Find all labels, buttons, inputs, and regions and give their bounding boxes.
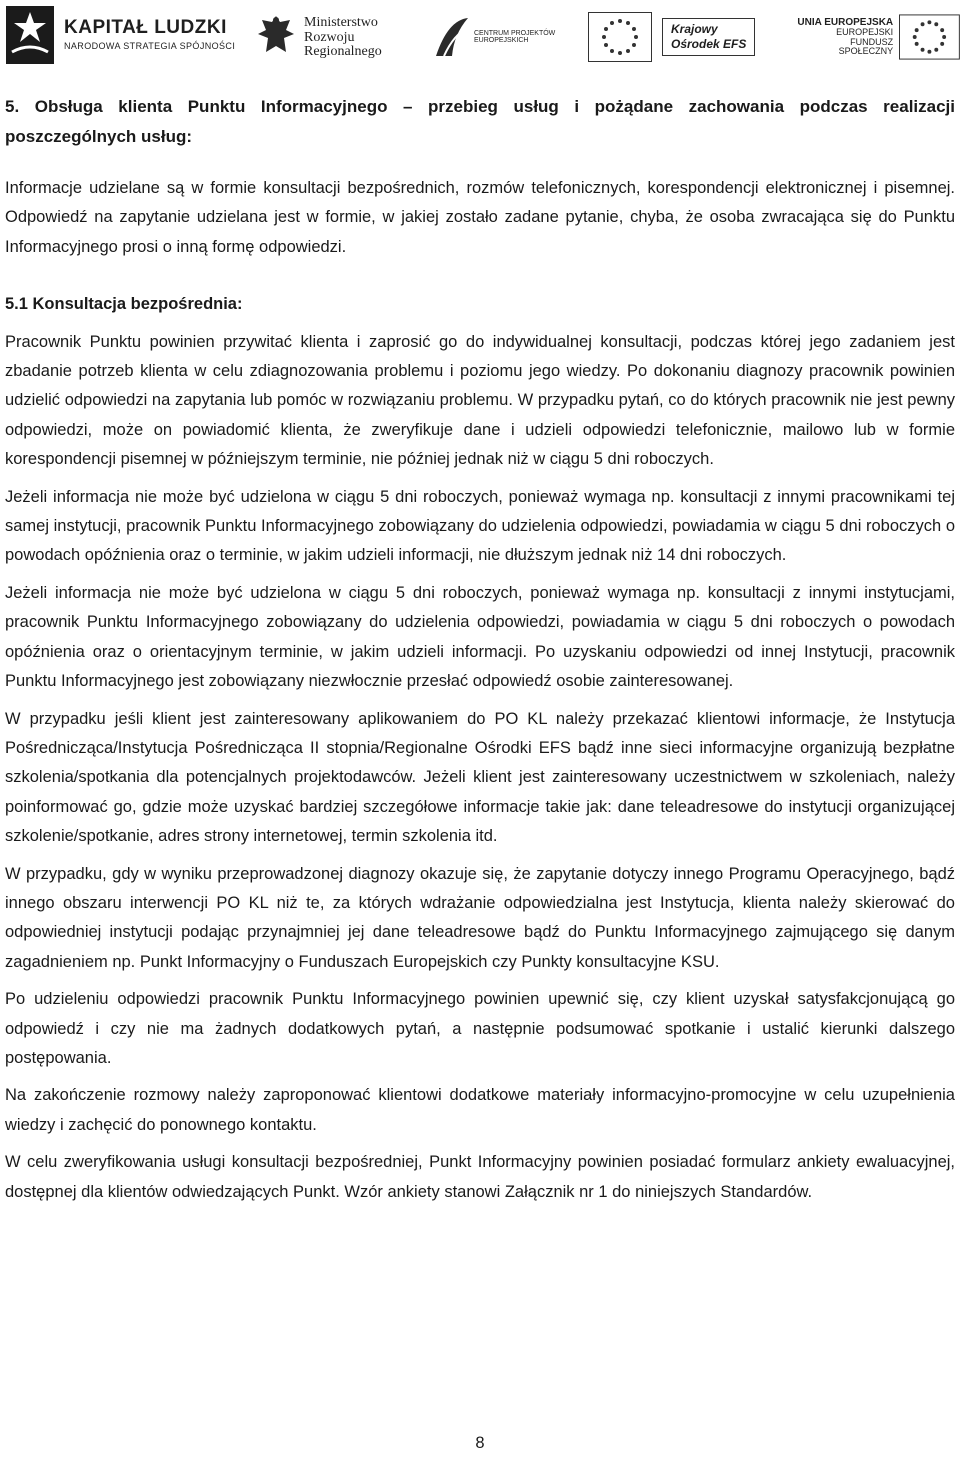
page-number: 8 (475, 1434, 485, 1452)
eu-flag-icon (899, 14, 960, 60)
paragraph: Po udzieleniu odpowiedzi pracownik Punktu Informacyjnego powinien upewnić się, czy klient uzyskał satysfakcjonującą go odpowiedź i czy nie ma żadnych dodatkowych pytań, a następnie podsumować spotkanie i ustalić kierunki dalszego postępowania. (5, 990, 955, 1067)
kapital-ludzki-tagline: NARODOWA STRATEGIA SPÓJNOŚCI (64, 41, 236, 52)
ministerstwo-line2: Rozwoju (304, 29, 355, 45)
kapital-ludzki-emblem-icon (6, 6, 54, 64)
koefs-line2: Ośrodek EFS (671, 37, 747, 51)
kapital-ludzki-name: KAPITAŁ LUDZKI (64, 17, 227, 39)
cpe-line1: CENTRUM PROJEKTÓW (474, 29, 556, 37)
ministerstwo-line3: Regionalnego (304, 44, 382, 60)
paragraph: W celu zweryfikowania usługi konsultacji bezpośredniej, Punkt Informacyjny powinien posiadać formularz ankiety ewaluacyjnej, dostępnej dla klientów odwiedzających Punkt. Wzór ankiety stanowi Załącznik nr 1 do niniejszych Standardów. (5, 1153, 955, 1201)
cpe-line2: EUROPEJSKICH (474, 37, 529, 44)
ue-line1: UNIA EUROPEJSKA (797, 16, 894, 28)
intro-paragraph: Informacje udzielane są w formie konsultacji bezpośrednich, rozmów telefonicznych, korespondencji elektronicznej i pisemnej. Odpowiedź na zapytanie udzielana jest w formie, w jakiej zostało zadane pytanie, chyba, że osoba zwracająca się do Punktu Informacyjnego prosi o inną formę odpowiedzi. (5, 179, 955, 256)
logo-bar (0, 0, 960, 72)
document-body (5, 92, 955, 1215)
subsection-heading: 5.1 Konsultacja bezpośrednia: (5, 295, 243, 314)
paragraph: W przypadku, gdy w wyniku przeprowadzonej diagnozy okazuje się, że zapytanie dotyczy innego Programu Operacyjnego, bądź innego obszaru interwencji PO KL niż te, za których wdrażanie odpowiedzialna jest Instytucja, klienta należy skierować do odpowiedniej instytucji podając przynajmniej jej dane teleadresowe bądź do Punktu Informacyjnego zajmującego się danym zagadnieniem np. Punkt Informacyjny o Funduszach Europejskich czy Punkty konsultacyjne KSU. (5, 864, 955, 971)
ministerstwo-logo (256, 12, 382, 64)
koefs-line1: Krajowy (671, 22, 718, 37)
ue-efs-logo (795, 14, 960, 60)
kapital-ludzki-logo (6, 6, 235, 64)
eu-flag-icon (588, 12, 652, 62)
koefs-logo (588, 12, 755, 62)
paragraph: W przypadku jeśli klient jest zainteresowany aplikowaniem do PO KL należy przekazać klientowi informacje, że Instytucja Pośrednicząca/Instytucja Pośrednicząca II stopnia/Regionalne Ośrodki EFS bądź inne sieci informacyjne organizują bezpłatne szkolenia/spotkania dla potencjalnych projektodawców. Jeżeli klient jest zainteresowany uczestnictwem w szkoleniach, należy poinformować go, gdzie może uzyskać bardziej szczegółowe informacje takie jak: dane teleadresowe do instytucji organizującej szkolenie/spotkanie, adres strony internetowej, termin szkolenia itd. (5, 709, 955, 846)
ue-line3: FUNDUSZ SPOŁECZNY (838, 36, 894, 56)
eagle-emblem-icon (256, 12, 296, 64)
cpe-logo (434, 16, 555, 58)
ue-line2: EUROPEJSKI (836, 27, 894, 38)
paragraph: Pracownik Punktu powinien przywitać klienta i zaprosić go do indywidualnej konsultacji, podczas której jego zadaniem jest zbadanie potrzeb klienta w celu zdiagnozowania problemu i poziomu jego wiedzy. Po dokonaniu diagnozy pracownik powinien udzielić odpowiedzi na zapytania lub pomóc w rozwiązaniu problemu. W przypadku pytań, co do których pracownik nie jest pewny odpowiedzi, może on powiadomić klienta, że zweryfikuje dane i udzieli odpowiedzi telefonicznie, mailowo lub w formie korespondencji pisemnej w późniejszym terminie, nie później jednak niż w ciągu 5 dni roboczych. (5, 332, 955, 469)
paragraph: Jeżeli informacja nie może być udzielona w ciągu 5 dni roboczych, ponieważ wymaga np. konsultacji z innymi instytucjami, pracownik Punktu Informacyjnego zobowiązany do udzielenia odpowiedzi, powiadamia w ciągu 5 dni roboczych o powodach opóźnienia oraz o orientacyjnym terminie, w jakim udzieli informacji. Po uzyskaniu odpowiedzi od innej Instytucji, pracownik Punktu Informacyjnego jest zobowiązany niezwłocznie przesłać odpowiedź osobie zainteresowanej. (5, 583, 955, 691)
paragraph: Na zakończenie rozmowy należy zaproponować klientowi dodatkowe materiały informacyjno-promocyjne w celu uzupełnienia wiedzy i zachęcić do ponownego kontaktu. (5, 1086, 955, 1134)
paragraph: Jeżeli informacja nie może być udzielona w ciągu 5 dni roboczych, ponieważ wymaga np. konsultacji z innymi pracownikami tej samej instytucji, pracownik Punktu Informacyjnego zobowiązany do udzielenia odpowiedzi, powiadamia w ciągu 5 dni roboczych o powodach opóźnienia oraz o terminie, w jakim udzieli informacji, nie dłuższym jednak niż 14 dni roboczych. (5, 487, 955, 565)
section-heading: 5. Obsługa klienta Punktu Informacyjnego – przebieg usług i pożądane zachowania podczas realizacji poszczególnych usług: (5, 97, 955, 146)
ministerstwo-line1: Ministerstwo (304, 14, 378, 30)
cpe-emblem-icon (434, 16, 470, 58)
